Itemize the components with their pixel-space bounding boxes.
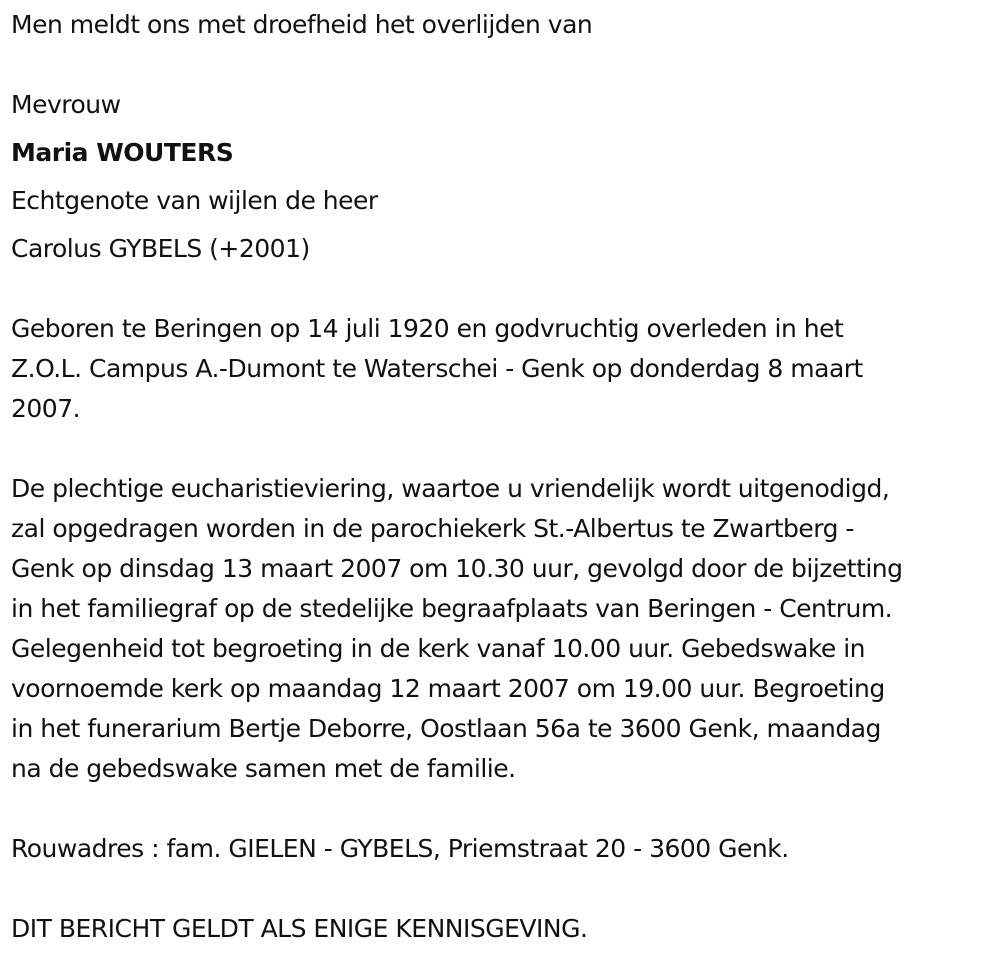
birth-death-line: 2007. <box>11 394 81 423</box>
ceremony-line: na de gebedswake samen met de familie. <box>11 754 516 783</box>
relation-text: Echtgenote van wijlen de heer <box>11 186 378 215</box>
ceremony-line: zal opgedragen worden in de parochiekerk St.-Albertus te Zwartberg - <box>11 514 854 543</box>
ceremony-line: Genk op dinsdag 13 maart 2007 om 10.30 uur, gevolgd door de bijzetting <box>11 554 903 583</box>
ceremony-line: in het funerarium Bertje Deborre, Oostlaan 56a te 3600 Genk, maandag <box>11 714 881 743</box>
address-paragraph <box>11 829 996 869</box>
mourning-address: Rouwadres : fam. GIELEN - GYBELS, Priemstraat 20 - 3600 Genk. <box>11 834 789 863</box>
closing-paragraph <box>11 909 996 949</box>
ceremony-line: Gelegenheid tot begroeting in de kerk vanaf 10.00 uur. Gebedswake in <box>11 634 866 663</box>
title-text: Mevrouw <box>11 90 121 119</box>
birth-death-line: Geboren te Beringen op 14 juli 1920 en godvruchtig overleden in het <box>11 314 844 343</box>
intro-text: Men meldt ons met droefheid het overlijden van <box>11 10 593 39</box>
death-notice <box>11 0 996 949</box>
spouse-text: Carolus GYBELS (+2001) <box>11 234 310 263</box>
birth-death-paragraph <box>11 309 996 429</box>
ceremony-paragraph <box>11 469 996 789</box>
ceremony-line: in het familiegraf op de stedelijke begraafplaats van Beringen - Centrum. <box>11 594 893 623</box>
ceremony-line: voornoemde kerk op maandag 12 maart 2007 om 19.00 uur. Begroeting <box>11 674 885 703</box>
birth-death-line: Z.O.L. Campus A.-Dumont te Waterschei - Genk op donderdag 8 maart <box>11 354 863 383</box>
closing-statement: DIT BERICHT GELDT ALS ENIGE KENNISGEVING. <box>11 914 588 943</box>
deceased-name: Maria WOUTERS <box>11 138 234 167</box>
ceremony-line: De plechtige eucharistieviering, waartoe u vriendelijk wordt uitgenodigd, <box>11 474 890 503</box>
